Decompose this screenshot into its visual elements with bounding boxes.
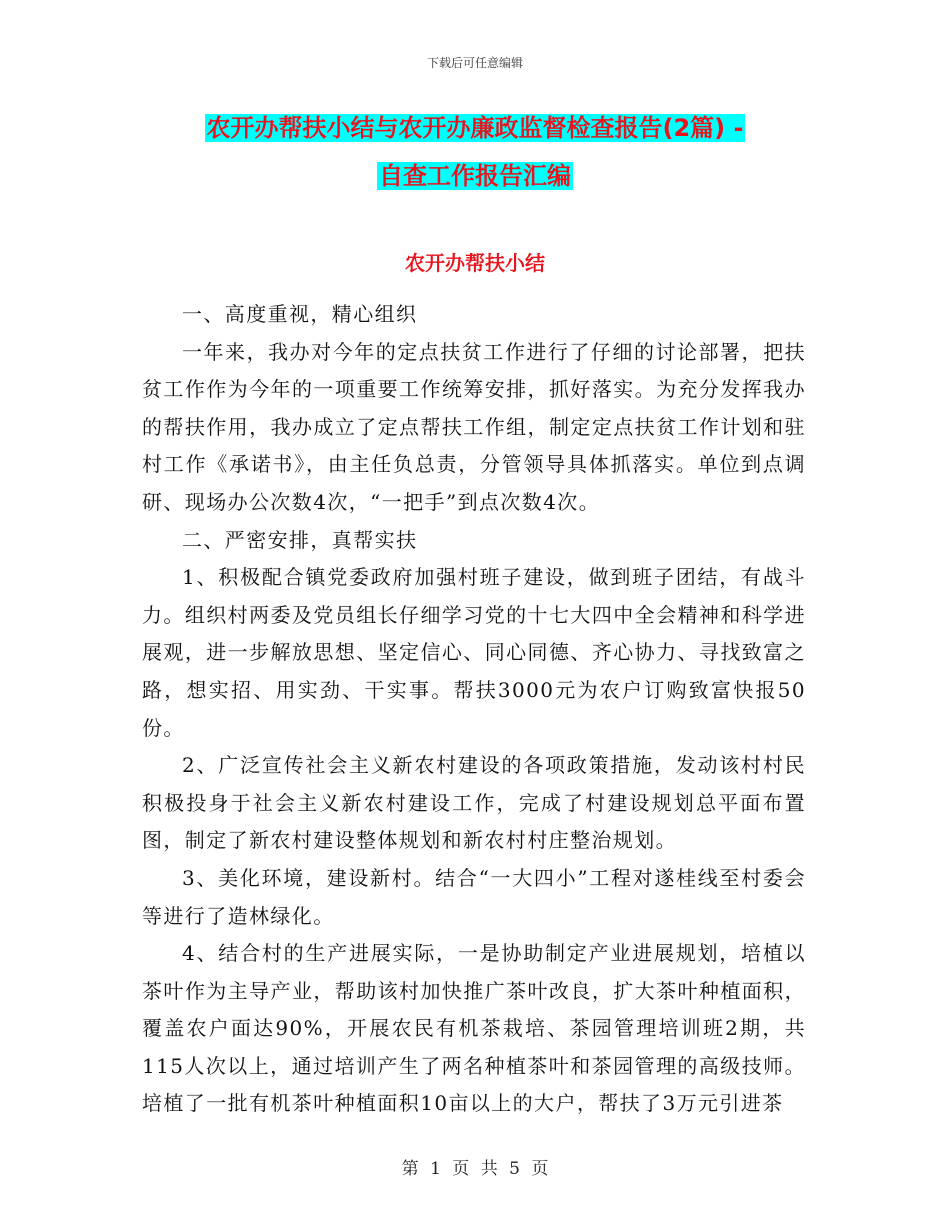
- footer-total-pages: 5: [509, 1159, 520, 1179]
- section-heading: 农开办帮扶小结: [405, 251, 545, 275]
- paragraph: 一、高度重视，精心组织: [182, 302, 418, 326]
- paragraph: 二、严密安排，真帮实扶: [182, 527, 418, 552]
- document-title-line-2-text: 自查工作报告汇编: [379, 162, 571, 190]
- document-body: [142, 296, 806, 1123]
- page-footer: [0, 1154, 950, 1179]
- paragraph: 3、美化环境，建设新村。结合“一大四小”工程对遂桂线至村委会等进行了造林绿化。: [142, 865, 806, 928]
- footer-gong: 共: [480, 1159, 498, 1179]
- footer-ye-2: 页: [531, 1159, 549, 1179]
- footer-ye: 页: [452, 1159, 470, 1179]
- document-title-line-1-text: 农开办帮扶小结与农开办廉政监督检查报告(2篇) -: [206, 114, 744, 142]
- document-title-line-1: [0, 108, 950, 148]
- footer-di: 第: [401, 1159, 419, 1179]
- paragraph: 1、积极配合镇党委政府加强村班子建设，做到班子团结，有战斗力。组织村两委及党员组长仔细学习党的十七大四中全会精神和科学进展观，进一步解放思想、坚定信心、同心同德、齐心协力、寻找致富之路，想实招、用实劲、干实事。帮扶3000元为农户订购致富快报50份。: [142, 565, 806, 740]
- paragraph: 一年来，我办对今年的定点扶贫工作进行了仔细的讨论部署，把扶贫工作作为今年的一项重要工作统筹安排，抓好落实。为充分发挥我办的帮扶作用，我办成立了定点帮扶工作组，制定定点扶贫工作计划和驻村工作《承诺书》，由主任负总责，分管领导具体抓落实。单位到点调研、现场办公次数4次，“一把手”到点次数4次。: [142, 339, 806, 514]
- header-note: 下载后可任意编辑: [426, 56, 523, 70]
- paragraph: 2、广泛宣传社会主义新农村建设的各项政策措施，发动该村村民积极投身于社会主义新农村建设工作，完成了村建设规划总平面布置图，制定了新农村建设整体规划和新农村村庄整治规划。: [142, 753, 806, 853]
- document-title-line-2: [0, 156, 950, 196]
- paragraph: 4、结合村的生产进展实际，一是协助制定产业进展规划，培植以茶叶作为主导产业，帮助该村加快推广茶叶改良，扩大茶叶种植面积，覆盖农户面达90%，开展农民有机茶栽培、茶园管理培训班2期，共115人次以上，通过培训产生了两名种植茶叶和茶园管理的高级技师。培植了一批有机茶叶种植面积10亩以上的大户，帮扶了3万元引进茶: [142, 941, 806, 1116]
- footer-page-number: 1: [430, 1159, 441, 1179]
